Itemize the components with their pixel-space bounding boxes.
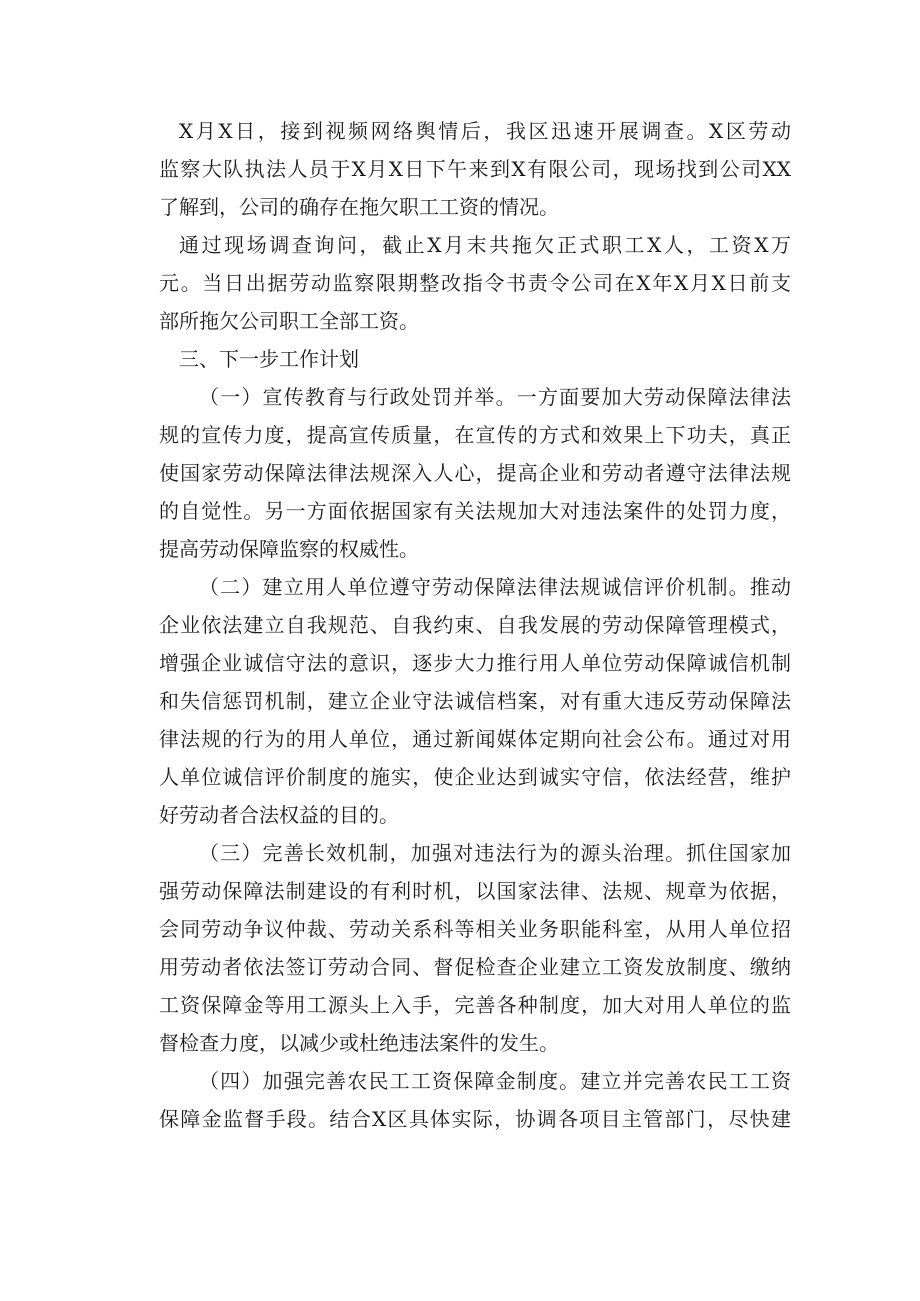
text-line: （二）建立用人单位遵守劳动保障法律法规诚信评价机制。推动 [199,575,791,599]
text-line: X月X日，接到视频网络舆情后，我区迅速开展调查。X区劳动 [179,119,791,143]
text-line: 规的宣传力度，提高宣传质量，在宣传的方式和效果上下功夫，真正 [159,423,791,447]
text-line: 和失信惩罚机制，建立企业守法诚信档案，对有重大违反劳动保障法 [159,689,791,713]
paragraph-investigation-result [159,226,791,340]
text-line: 会同劳动争议仲裁、劳动关系科等相关业务职能科室，从用人单位招 [159,917,791,941]
section-heading: 三、下一步工作计划 [179,347,359,371]
document-body [159,112,791,1138]
text-line: 通过现场调查询问，截止X月末共拖欠正式职工X人，工资X万 [179,233,791,257]
text-line: 人单位诚信评价制度的施实，使企业达到诚实守信，依法经营，维护 [159,765,791,789]
text-line: （三）完善长效机制，加强对违法行为的源头治理。抓住国家加 [199,841,791,865]
text-line: （一）宣传教育与行政处罚并举。一方面要加大劳动保障法律法 [199,385,791,409]
text-line: 增强企业诚信守法的意识，逐步大力推行用人单位劳动保障诚信机制 [159,651,791,675]
text-line: 元。当日出据劳动监察限期整改指令书责令公司在X年X月X日前支 [159,271,791,295]
paragraph-plan-3 [159,834,791,1062]
text-line: 使国家劳动保障法律法规深入人心，提高企业和劳动者遵守法律法规 [159,461,791,485]
paragraph-plan-2 [159,568,791,834]
paragraph-plan-4 [159,1062,791,1138]
text-line: 工资保障金等用工源头上入手，完善各种制度，加大对用人单位的监 [159,993,791,1017]
text-line: 保障金监督手段。结合X区具体实际，协调各项目主管部门，尽快建 [159,1107,791,1131]
text-line: 好劳动者合法权益的目的。 [159,803,399,827]
text-line: 提高劳动保障监察的权威性。 [159,537,419,561]
text-line: 企业依法建立自我规范、自我约束、自我发展的劳动保障管理模式， [159,613,791,637]
text-line: 强劳动保障法制建设的有利时机，以国家法律、法规、规章为依据， [159,879,791,903]
text-line: 了解到，公司的确存在拖欠职工工资的情况。 [159,195,559,219]
text-line: 用劳动者依法签订劳动合同、督促检查企业建立工资发放制度、缴纳 [159,955,791,979]
text-line: 督检查力度，以减少或杜绝违法案件的发生。 [159,1031,559,1055]
paragraph-plan-1 [159,378,791,568]
text-line: 监察大队执法人员于X月X日下午来到X有限公司，现场找到公司XX [159,157,791,181]
paragraph-incident-report [159,112,791,226]
text-line: （四）加强完善农民工工资保障金制度。建立并完善农民工工资 [199,1069,791,1093]
text-line: 律法规的行为的用人单位，通过新闻媒体定期向社会公布。通过对用 [159,727,791,751]
text-line: 部所拖欠公司职工全部工资。 [159,309,419,333]
text-line: 的自觉性。另一方面依据国家有关法规加大对违法案件的处罚力度， [159,499,791,523]
section-heading-next-steps [159,340,791,378]
